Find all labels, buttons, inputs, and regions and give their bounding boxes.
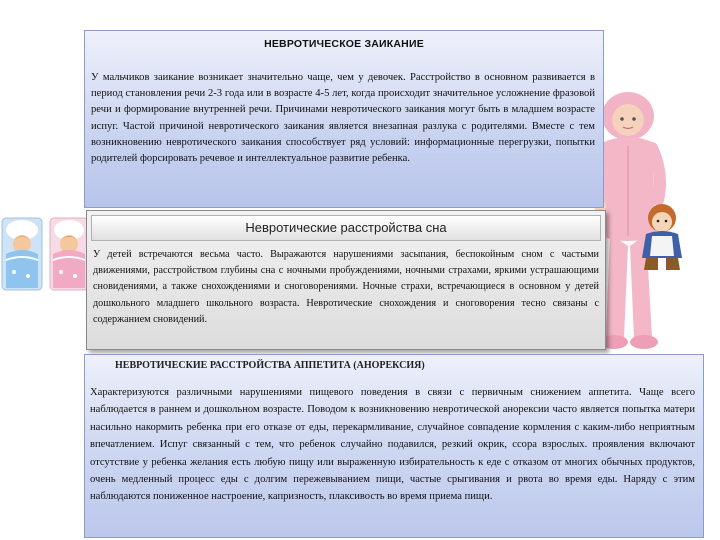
sleeping-baby-pink-icon bbox=[48, 216, 90, 292]
sleep-disorders-panel bbox=[86, 210, 606, 350]
sleep-disorders-title-bar bbox=[91, 215, 601, 241]
appetite-disorders-text: Характеризуются различными нарушениями пищевого поведения в связи с первичным снижением аппетита. Чаще всего наблюдается в раннем и дошкольном возрасте. Поводом к возникновению невротической анорексии часто является попытка матери насильно накормить ребенка при его отказе от еды, перекармливание, случайное совпадение кормления с каким-либо неприятным впечатлением. Испуг связанный с тем, что ребенок случайно подавился, резкий окрик, ссора взрослых. проявления включают отсутствие у ребенка желания есть любую пищу или выраженную избирательность к еде с отказом от многих обычных продуктов, очень медленный процесс еды с долгим пережевыванием пищи, частые срыгивания и рвота во время еды. Наряду с этим наблюдаются пониженное настроение, капризность, плаксивость во время приема пищи. bbox=[90, 387, 695, 503]
appetite-disorders-title: НЕВРОТИЧЕСКИЕ РАССТРОЙСТВА АППЕТИТА (АНОРЕКСИЯ) bbox=[115, 360, 425, 371]
appetite-disorders-panel bbox=[84, 354, 704, 538]
rag-doll-icon bbox=[632, 200, 692, 272]
sleep-disorders-text: У детей встречаются весьма часто. Выражаются нарушениями засыпания, беспокойным сном с частыми движениями, расстройством глубины сна с ночными пробуждениями, ночными страхами, яркими устрашающими сновидениями, а также снохождениями и сноговорениями. Ночные страхи, встречающиеся в основном у детей дошкольного младшего школьного возраста. Невротические снохождения и сноговорения тесно связаны с содержанием сновидений. bbox=[93, 249, 599, 325]
sleeping-baby-blue-icon bbox=[0, 216, 44, 292]
stuttering-panel bbox=[84, 30, 604, 208]
stuttering-text: У мальчиков заикание возникает значительно чаще, чем у девочек. Расстройство в основном развивается в период становления речи 2-3 года или в возрасте 4-5 лет, когда происходит значительное усложнение фразовой речи и формирование внутренней речи. Причинами невротического заикания могут быть в младшем возрасте испуг. Частой причиной невротического заикания является внезапная разлука с родителями. Вместе с тем возникновению невротического заикания способствует ряд условий: информационные перегрузки, попытки родителей форсировать речевое и интеллектуальное развитие ребенка. bbox=[91, 72, 595, 165]
stuttering-title: НЕВРОТИЧЕСКОЕ ЗАИКАНИЕ bbox=[264, 38, 424, 50]
sleep-disorders-title: Невротические расстройства сна bbox=[245, 220, 447, 235]
